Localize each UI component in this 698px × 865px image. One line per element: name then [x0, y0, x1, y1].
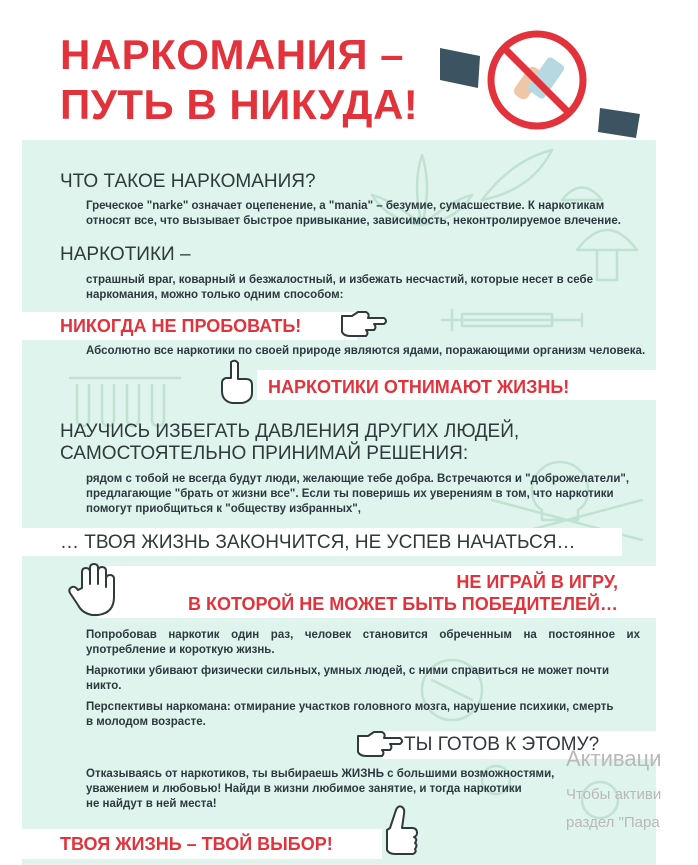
s3-heading [60, 421, 519, 465]
s4-p3-line-1: Перспективы наркомана: отмирание участков головного мозга, нарушение психики, смерть [86, 701, 614, 713]
s3-line-2: предлагающие "брать от жизни все". Если ты поверишь их уверениям в том, что наркотики [86, 488, 614, 500]
title-line-2: ПУТЬ В НИКУДА! [60, 81, 419, 128]
no-drugs-icon [440, 28, 640, 138]
poison-text: Абсолютно все наркотики по своей природе являются ядами, поражающими организм человека. [86, 345, 646, 357]
never-try-heading: НИКОГДА НЕ ПРОБОВАТЬ! [60, 316, 302, 336]
takelife-heading: НАРКОТИКИ ОТНИМАЮТ ЖИЗНЬ! [268, 377, 570, 397]
thumbs-up-icon [378, 802, 418, 862]
s5-line-3: не найдут в ней места! [86, 798, 217, 810]
page-title [60, 30, 418, 130]
s4-text [86, 628, 640, 730]
game-line-2: В КОТОРОЙ НЕ МОЖЕТ БЫТЬ ПОБЕДИТЕЛЕЙ… [188, 594, 618, 614]
s2-text [86, 273, 626, 303]
s1-text [86, 199, 626, 229]
s4-p3-line-2: в молодом возрасте. [86, 716, 206, 728]
game-heading [122, 571, 618, 615]
game-line-1: НЕ ИГРАЙ В ИГРУ, [456, 572, 618, 592]
s3-heading-line-2: САМОСТОЯТЕЛЬНО ПРИНИМАЙ РЕШЕНИЯ: [60, 443, 469, 464]
s3-line-1: рядом с тобой не всегда будут люди, желающие тебе добра. Встречаются и "доброжелатели", [86, 473, 630, 485]
title-line-1: НАРКОМАНИЯ – [60, 31, 405, 78]
activation-watermark-line-2: раздел "Пара [566, 814, 660, 831]
s2-heading: НАРКОТИКИ – [60, 244, 191, 265]
pointing-hand-icon [354, 728, 404, 760]
s3-line-3: помогут приобщиться к "обществу избранных", [86, 503, 361, 515]
ends-heading: … ТВОЯ ЖИЗНЬ ЗАКОНЧИТСЯ, НЕ УСПЕВ НАЧАТЬСЯ… [60, 532, 576, 553]
s3-text [86, 472, 646, 517]
s2-line-1: страшный враг, коварный и безжалостный, и избежать несчастий, которые несет в себе [86, 274, 593, 286]
s4-p1-line-1: Попробовав наркотик один раз, человек становится обреченным на постоянное их [86, 629, 640, 641]
activation-watermark-title: Активаци [566, 746, 662, 771]
s1-line-1: Греческое "narke" означает оцепенение, а "mania" – безумие, сумасшествие. К наркотикам [86, 200, 605, 212]
finger-up-hand-icon [217, 358, 259, 404]
s1-heading: ЧТО ТАКОЕ НАРКОМАНИЯ? [60, 171, 316, 192]
s5-line-1: Отказываясь от наркотиков, ты выбираешь ЖИЗНЬ с большими возможностями, [86, 768, 555, 780]
s4-p2: Наркотики убивают физически сильных, умных людей, с ними справиться не может почти никто. [86, 665, 610, 692]
s5-line-2: уважением и любовью! Найди в жизни любимое занятие, и тогда наркотики [86, 783, 522, 795]
ready-heading: ТЫ ГОТОВ К ЭТОМУ? [404, 734, 600, 755]
pointing-hand-icon [338, 308, 388, 340]
s1-line-2: относят все, что вызывает быстрое привыкание, зависимость, неконтролируемое влечение. [86, 215, 621, 227]
s4-p1-line-2: употребление и короткую жизнь. [86, 644, 275, 656]
s5-text [86, 767, 566, 812]
poster [22, 0, 656, 865]
choice-heading: ТВОЯ ЖИЗНЬ – ТВОЙ ВЫБОР! [60, 834, 333, 854]
activation-watermark-line-1: Чтобы активи [566, 786, 662, 803]
s2-line-2: наркомания, можно только одним способом: [86, 289, 344, 301]
open-palm-icon [68, 564, 118, 618]
s3-heading-line-1: НАУЧИСЬ ИЗБЕГАТЬ ДАВЛЕНИЯ ДРУГИХ ЛЮДЕЙ, [60, 421, 520, 442]
